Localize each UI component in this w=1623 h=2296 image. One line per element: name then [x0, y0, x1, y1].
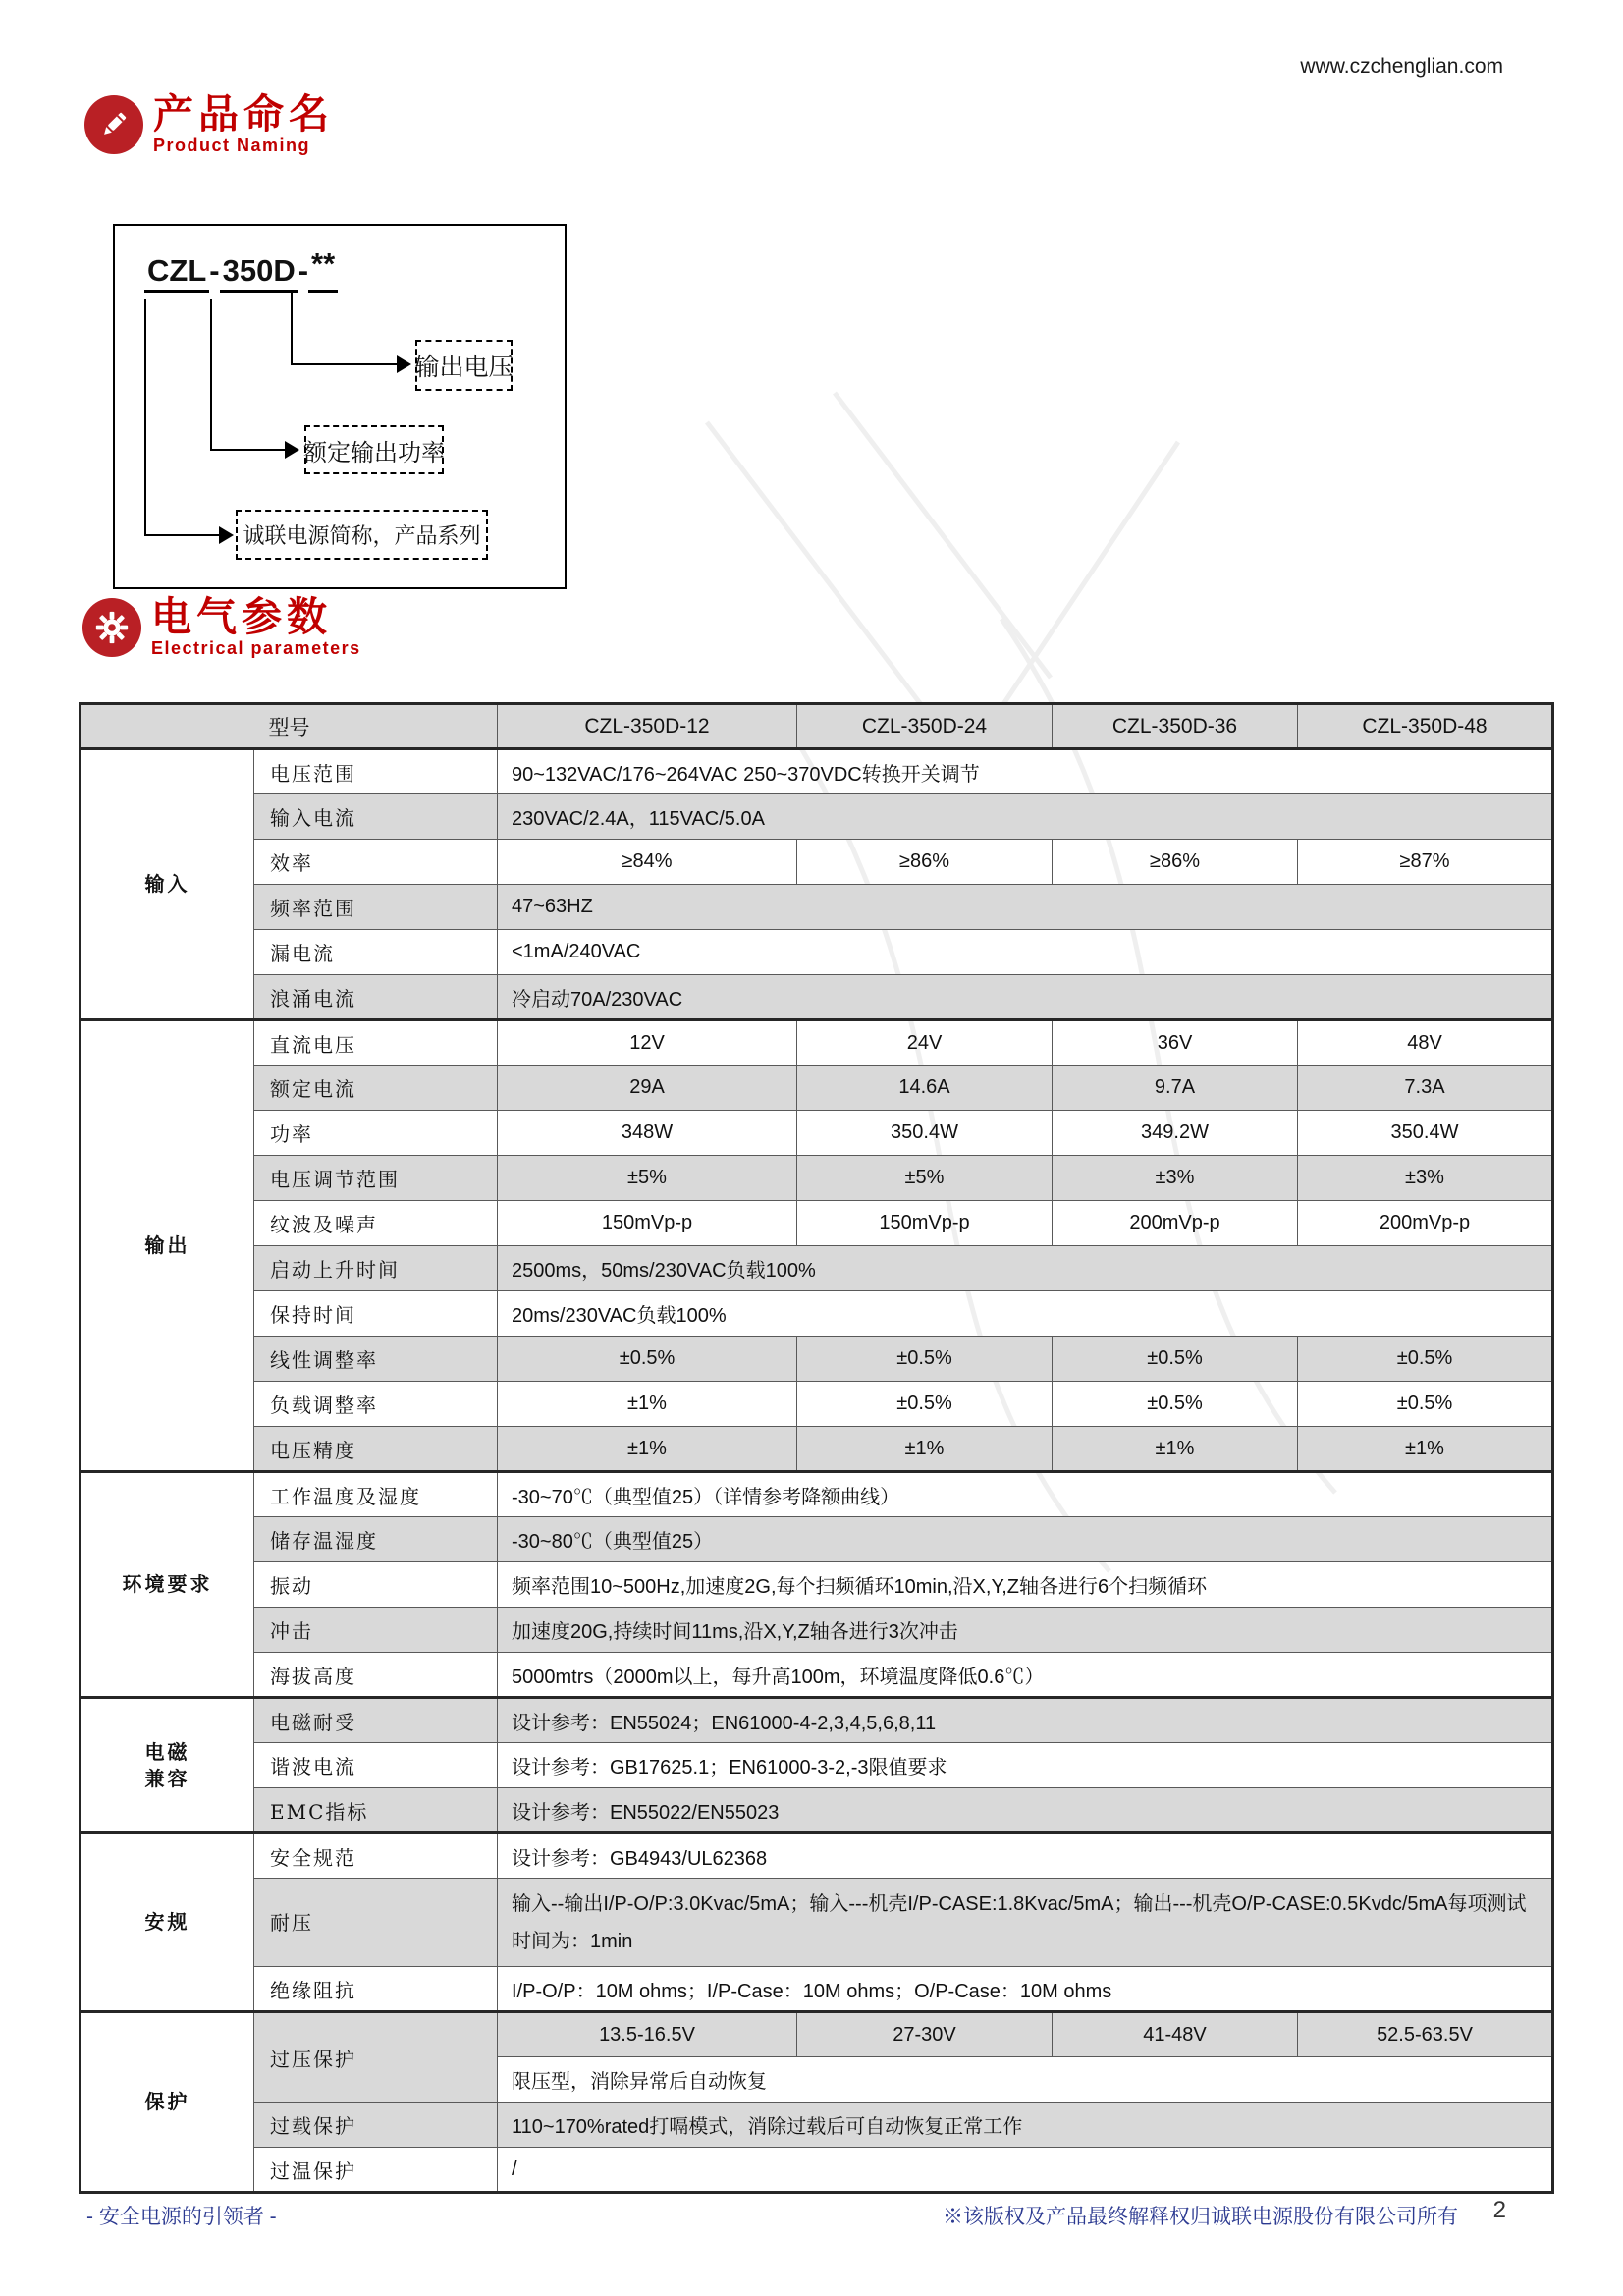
- param-value: 13.5-16.5V: [498, 2012, 797, 2057]
- param-value: 48V: [1298, 1020, 1553, 1066]
- param-value-span: 冷启动70A/230VAC: [498, 975, 1553, 1020]
- param-label: 电压调节范围: [254, 1156, 498, 1201]
- diagram-line: [291, 291, 293, 365]
- table-row: [81, 2012, 1553, 2057]
- param-value-span: 设计参考：GB17625.1；EN61000-3-2,-3限值要求: [498, 1743, 1553, 1788]
- param-value-span: 230VAC/2.4A，115VAC/5.0A: [498, 794, 1553, 840]
- param-label: 保持时间: [254, 1291, 498, 1337]
- param-value: 150mVp-p: [797, 1201, 1053, 1246]
- param-value: ±1%: [1298, 1427, 1553, 1472]
- table-row: [81, 885, 1553, 930]
- param-value: ±0.5%: [1053, 1337, 1298, 1382]
- group-label: 保护: [81, 2012, 254, 2193]
- table-row: [81, 1608, 1553, 1653]
- param-value-span: 限压型，消除异常后自动恢复: [498, 2057, 1553, 2103]
- table-row: [81, 1517, 1553, 1562]
- column-header-model-name: CZL-350D-48: [1298, 704, 1553, 749]
- param-value-span: <1mA/240VAC: [498, 930, 1553, 975]
- param-value: ±0.5%: [1298, 1337, 1553, 1382]
- electrical-parameters-table: [79, 702, 1554, 2194]
- model-code-part: 350D: [220, 253, 298, 293]
- arrow-right-icon: [210, 449, 285, 451]
- table-row: [81, 2103, 1553, 2148]
- param-value-span: 设计参考：EN55022/EN55023: [498, 1788, 1553, 1833]
- param-label: EMC指标: [254, 1788, 498, 1833]
- footer-copyright: ※该版权及产品最终解释权归诚联电源股份有限公司所有: [943, 2206, 1458, 2228]
- param-label: 过温保护: [254, 2148, 498, 2193]
- param-value: ±0.5%: [797, 1337, 1053, 1382]
- diagram-line: [144, 299, 146, 536]
- param-label: 绝缘阻抗: [254, 1967, 498, 2012]
- table-row: [81, 1743, 1553, 1788]
- param-label: 谐波电流: [254, 1743, 498, 1788]
- param-label: 电磁耐受: [254, 1698, 498, 1743]
- param-value-span: 2500ms，50ms/230VAC负载100%: [498, 1246, 1553, 1291]
- section-header-product-naming: [84, 90, 334, 156]
- section-subtitle: Product Naming: [153, 135, 311, 155]
- gear-icon: [82, 598, 141, 657]
- param-value: 41-48V: [1053, 2012, 1298, 2057]
- naming-diagram-box: [113, 224, 567, 589]
- table-row: [81, 1472, 1553, 1517]
- group-label: 安规: [81, 1833, 254, 2012]
- param-value-span: 设计参考：EN55024；EN61000-4-2,3,4,5,6,8,11: [498, 1698, 1553, 1743]
- table-header-row: [81, 704, 1553, 749]
- param-value: 14.6A: [797, 1066, 1053, 1111]
- model-code-part: CZL: [144, 253, 209, 293]
- model-code: [144, 246, 338, 293]
- param-label: 额定电流: [254, 1066, 498, 1111]
- page-number: 2: [1492, 2197, 1506, 2223]
- model-code-part: -: [209, 253, 220, 288]
- param-value: ≥84%: [498, 840, 797, 885]
- table-row: [81, 1427, 1553, 1472]
- param-value-span: 频率范围10~500Hz,加速度2G,每个扫频循环10min,沿X,Y,Z轴各进行6个扫频循环: [498, 1562, 1553, 1608]
- param-value-span: I/P-O/P：10M ohms；I/P-Case：10M ohms；O/P-Case：10M ohms: [498, 1967, 1553, 2012]
- table-row: [81, 1698, 1553, 1743]
- section-subtitle: Electrical parameters: [151, 637, 361, 658]
- param-value-span: -30~80℃（典型值25）: [498, 1517, 1553, 1562]
- param-label: 工作温度及湿度: [254, 1472, 498, 1517]
- param-label: 漏电流: [254, 930, 498, 975]
- column-header-model-name: CZL-350D-24: [797, 704, 1053, 749]
- param-value-span: 90~132VAC/176~264VAC 250~370VDC转换开关调节: [498, 749, 1553, 794]
- param-value: ±5%: [498, 1156, 797, 1201]
- param-value: 200mVp-p: [1053, 1201, 1298, 1246]
- diagram-line: [210, 299, 212, 451]
- param-value: ±0.5%: [498, 1337, 797, 1382]
- table-row: [81, 975, 1553, 1020]
- section-title: 电气参数: [151, 593, 332, 640]
- param-value-span: 47~63HZ: [498, 885, 1553, 930]
- table-row: [81, 1562, 1553, 1608]
- param-label: 安全规范: [254, 1833, 498, 1879]
- table-row: [81, 1833, 1553, 1879]
- table-row: [81, 1020, 1553, 1066]
- table-row: [81, 1788, 1553, 1833]
- param-value: 349.2W: [1053, 1111, 1298, 1156]
- param-label: 负载调整率: [254, 1382, 498, 1427]
- param-value: ≥86%: [1053, 840, 1298, 885]
- param-value: ≥86%: [797, 840, 1053, 885]
- arrow-right-icon: [144, 534, 219, 536]
- param-label: 过载保护: [254, 2103, 498, 2148]
- param-value-span: 设计参考：GB4943/UL62368: [498, 1833, 1553, 1879]
- callout-output-voltage: 输出电压: [415, 340, 513, 391]
- table-row: [81, 1382, 1553, 1427]
- param-label: 直流电压: [254, 1020, 498, 1066]
- param-label: 电压精度: [254, 1427, 498, 1472]
- column-header-model-name: CZL-350D-36: [1053, 704, 1298, 749]
- param-value: ±1%: [797, 1427, 1053, 1472]
- param-value-span: 110~170%rated打嗝模式，消除过载后可自动恢复正常工作: [498, 2103, 1553, 2148]
- param-value: 350.4W: [1298, 1111, 1553, 1156]
- model-code-part: -: [298, 253, 309, 288]
- param-label: 耐压: [254, 1879, 498, 1967]
- table-row: [81, 1653, 1553, 1698]
- param-label: 频率范围: [254, 885, 498, 930]
- param-value: ±5%: [797, 1156, 1053, 1201]
- param-value: 200mVp-p: [1298, 1201, 1553, 1246]
- column-header-model-name: CZL-350D-12: [498, 704, 797, 749]
- param-label: 冲击: [254, 1608, 498, 1653]
- callout-rated-output-power: 额定输出功率: [304, 425, 444, 474]
- param-label: 海拔高度: [254, 1653, 498, 1698]
- table-row: [81, 930, 1553, 975]
- table-row: [81, 1246, 1553, 1291]
- group-label: 环境要求: [81, 1472, 254, 1698]
- table-row: [81, 1879, 1553, 1967]
- site-url: www.czchenglian.com: [1300, 55, 1503, 78]
- table-row: [81, 1111, 1553, 1156]
- param-value: 350.4W: [797, 1111, 1053, 1156]
- callout-series: 诚联电源简称，产品系列: [236, 510, 488, 560]
- table-row: [81, 1066, 1553, 1111]
- param-value: ±1%: [1053, 1427, 1298, 1472]
- param-label: 浪涌电流: [254, 975, 498, 1020]
- param-label: 效率: [254, 840, 498, 885]
- pencil-icon: [84, 95, 143, 154]
- param-label: 功率: [254, 1111, 498, 1156]
- table-row: [81, 1291, 1553, 1337]
- table-row: [81, 1201, 1553, 1246]
- param-value: ±0.5%: [797, 1382, 1053, 1427]
- param-label: 振动: [254, 1562, 498, 1608]
- section-title-block: [151, 593, 361, 659]
- param-value: 52.5-63.5V: [1298, 2012, 1553, 2057]
- param-value-span: 5000mtrs（2000m以上，每升高100m，环境温度降低0.6℃）: [498, 1653, 1553, 1698]
- param-value: ±3%: [1298, 1156, 1553, 1201]
- table-row: [81, 2148, 1553, 2193]
- table-row: [81, 749, 1553, 794]
- param-label: 纹波及噪声: [254, 1201, 498, 1246]
- param-value: ≥87%: [1298, 840, 1553, 885]
- param-value: ±0.5%: [1298, 1382, 1553, 1427]
- param-value: ±3%: [1053, 1156, 1298, 1201]
- param-value-span: 加速度20G,持续时间11ms,沿X,Y,Z轴各进行3次冲击: [498, 1608, 1553, 1653]
- table-row: [81, 794, 1553, 840]
- group-label: 输入: [81, 749, 254, 1020]
- param-value: 36V: [1053, 1020, 1298, 1066]
- param-label: 启动上升时间: [254, 1246, 498, 1291]
- param-value: 7.3A: [1298, 1066, 1553, 1111]
- param-value: ±1%: [498, 1382, 797, 1427]
- param-label: 输入电流: [254, 794, 498, 840]
- column-header-model: 型号: [81, 704, 498, 749]
- table-row: [81, 1156, 1553, 1201]
- table-header: [81, 704, 1553, 749]
- param-value: 12V: [498, 1020, 797, 1066]
- table-row: [81, 1967, 1553, 2012]
- param-value: ±1%: [498, 1427, 797, 1472]
- param-value: 348W: [498, 1111, 797, 1156]
- model-code-part: **: [308, 253, 338, 293]
- param-value: ±0.5%: [1053, 1382, 1298, 1427]
- param-value: 9.7A: [1053, 1066, 1298, 1111]
- param-value: 150mVp-p: [498, 1201, 797, 1246]
- section-header-electrical-parameters: [82, 593, 361, 659]
- param-value-span: -30~70℃（典型值25）（详情参考降额曲线）: [498, 1472, 1553, 1517]
- arrow-right-icon: [291, 363, 397, 365]
- param-label: 过压保护: [254, 2012, 498, 2103]
- param-value: 29A: [498, 1066, 797, 1111]
- param-label: 线性调整率: [254, 1337, 498, 1382]
- table-row: [81, 840, 1553, 885]
- param-value-span: 输入--输出I/P-O/P:3.0Kvac/5mA；输入---机壳I/P-CASE:1.8Kvac/5mA；输出---机壳O/P-CASE:0.5Kvdc/5mA每项测试时间为：1min: [498, 1879, 1553, 1967]
- table-row: [81, 1337, 1553, 1382]
- group-label: 电磁 兼容: [81, 1698, 254, 1833]
- footer-slogan: - 安全电源的引领者 -: [86, 2206, 277, 2228]
- param-label: 储存温湿度: [254, 1517, 498, 1562]
- param-value: 27-30V: [797, 2012, 1053, 2057]
- param-label: 电压范围: [254, 749, 498, 794]
- param-value-span: 20ms/230VAC负载100%: [498, 1291, 1553, 1337]
- group-label: 输出: [81, 1020, 254, 1472]
- param-value-span: /: [498, 2148, 1553, 2193]
- param-value: 24V: [797, 1020, 1053, 1066]
- section-title-block: [153, 90, 334, 156]
- section-title: 产品命名: [153, 90, 334, 137]
